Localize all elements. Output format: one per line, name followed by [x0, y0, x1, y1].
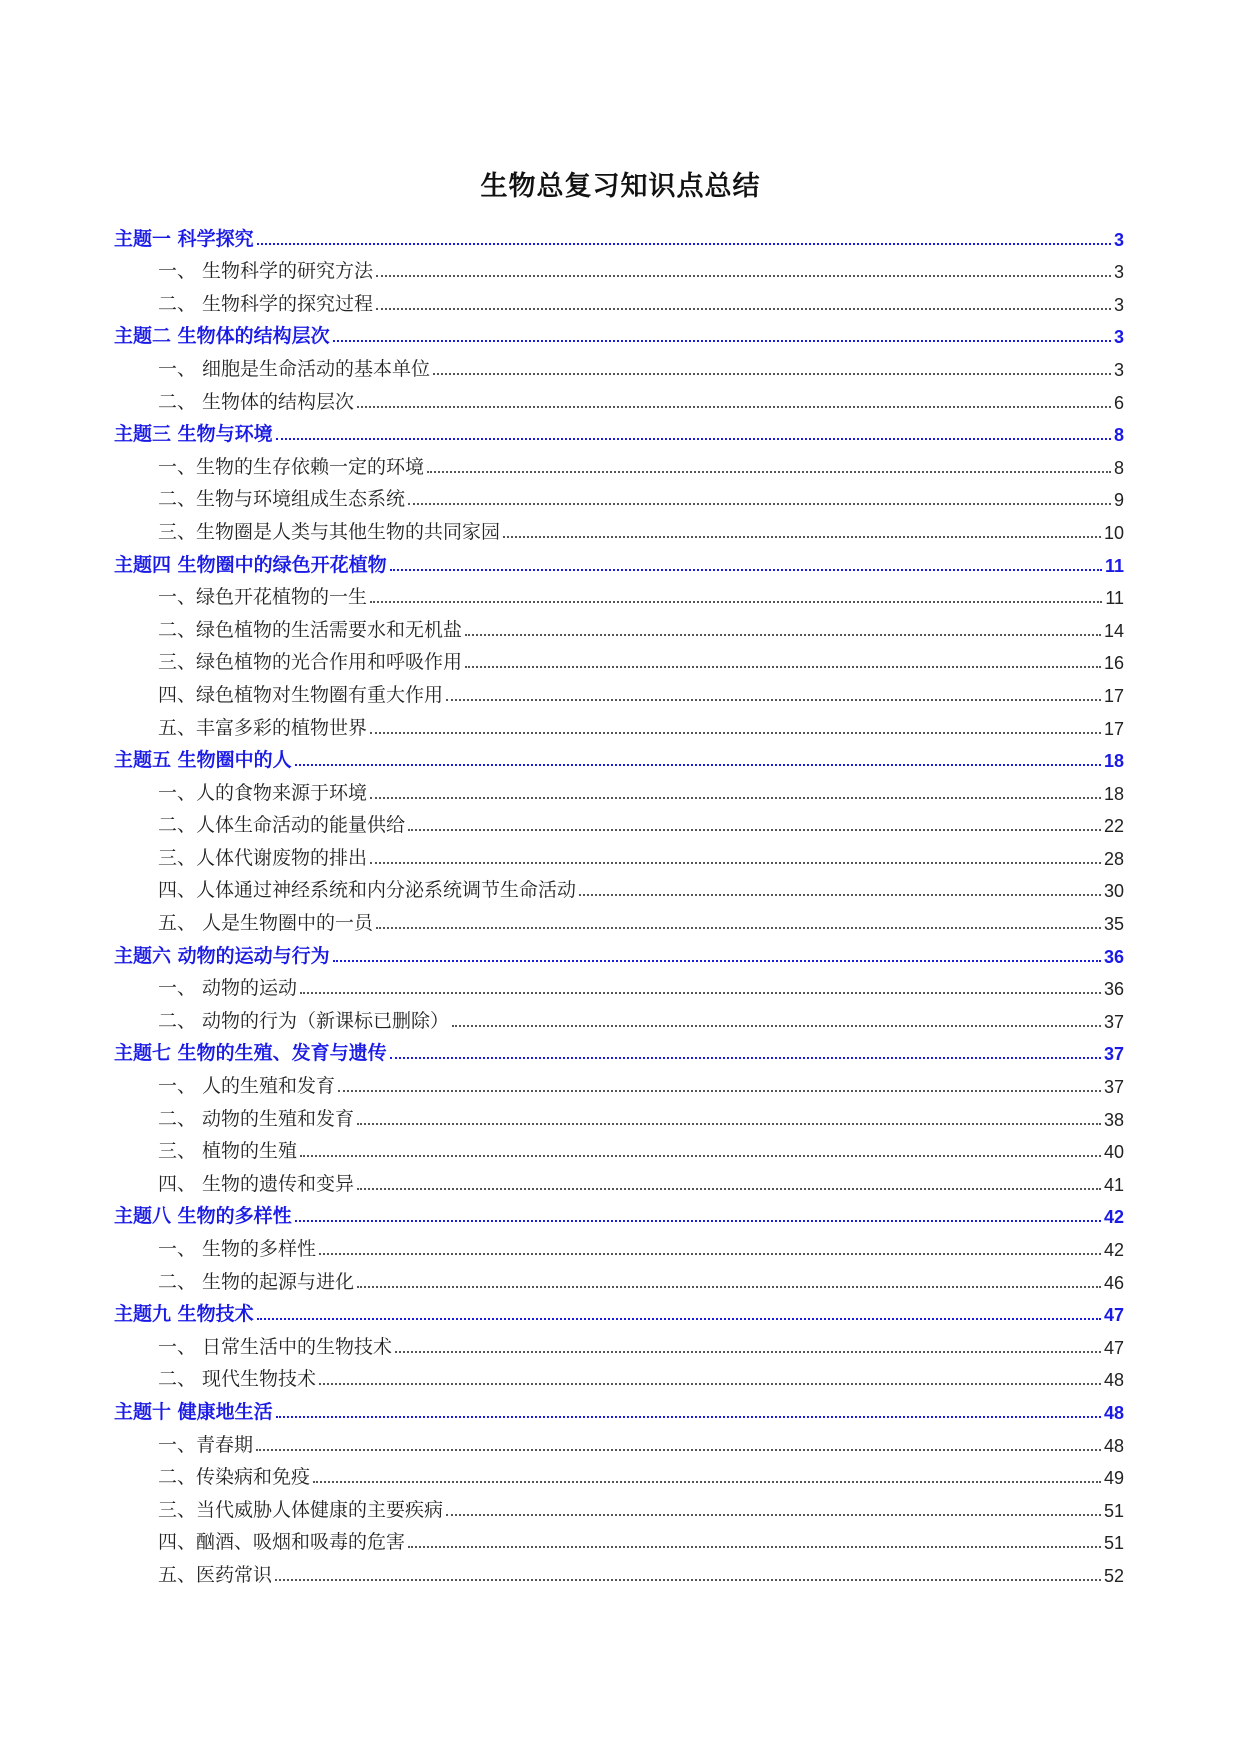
- toc-chapter-entry[interactable]: [114, 412, 1124, 445]
- toc-page-number: 37: [1103, 1077, 1124, 1098]
- toc-dot-leader: [370, 862, 1101, 864]
- toc-entry-text: 主题二 生物体的结构层次: [114, 325, 330, 348]
- toc-page-number: 6: [1113, 392, 1124, 413]
- toc-page-number: 8: [1113, 457, 1124, 478]
- toc-page-number: 47: [1103, 1337, 1124, 1358]
- toc-dot-leader: [338, 1090, 1101, 1092]
- toc-section-entry[interactable]: [114, 1129, 1124, 1162]
- toc-dot-leader: [408, 503, 1111, 505]
- toc-entry-text: 一、 生物科学的研究方法: [158, 260, 374, 283]
- toc-section-entry[interactable]: [114, 770, 1124, 803]
- toc-dot-leader: [257, 243, 1111, 245]
- toc-dot-leader: [370, 797, 1101, 799]
- toc-dot-leader: [357, 1123, 1101, 1125]
- toc-page-number: 28: [1103, 848, 1124, 869]
- toc-entry-text: 二、 生物科学的探究过程: [158, 292, 374, 315]
- toc-page-number: 36: [1103, 946, 1124, 967]
- toc-entry-text: 一、 日常生活中的生物技术: [158, 1335, 393, 1358]
- toc-section-entry[interactable]: [114, 705, 1124, 738]
- toc-page-number: 42: [1103, 1207, 1124, 1228]
- toc-entry-text: 二、 动物的行为（新课标已删除）: [158, 1009, 450, 1032]
- toc-page-number: 3: [1113, 262, 1124, 283]
- toc-entry-text: 五、 人是生物圈中的一员: [158, 912, 374, 935]
- toc-entry-text: 四、酗酒、吸烟和吸毒的危害: [158, 1531, 406, 1554]
- toc-section-entry[interactable]: [114, 868, 1124, 901]
- toc-page-number: 22: [1103, 816, 1124, 837]
- toc-page-number: 3: [1113, 294, 1124, 315]
- toc-page-number: 3: [1113, 229, 1124, 250]
- toc-page-number: 48: [1103, 1402, 1124, 1423]
- toc-section-entry[interactable]: [114, 575, 1124, 608]
- toc-dot-leader: [357, 406, 1111, 408]
- toc-page-number: 30: [1103, 881, 1124, 902]
- toc-entry-text: 主题五 生物圈中的人: [114, 749, 292, 772]
- toc-page-number: 37: [1103, 1011, 1124, 1032]
- toc-entry-text: 二、生物与环境组成生态系统: [158, 488, 406, 511]
- toc-page-number: 11: [1104, 555, 1124, 576]
- toc-section-entry[interactable]: [114, 966, 1124, 999]
- toc-dot-leader: [319, 1253, 1101, 1255]
- toc-entry-text: 一、 细胞是生命活动的基本单位: [158, 357, 431, 380]
- toc-page-number: 18: [1103, 751, 1124, 772]
- toc-chapter-entry[interactable]: [114, 1389, 1124, 1422]
- toc-dot-leader: [276, 1416, 1101, 1418]
- toc-section-entry[interactable]: [114, 281, 1124, 314]
- toc-chapter-entry[interactable]: [114, 542, 1124, 575]
- toc-page-number: 51: [1103, 1533, 1124, 1554]
- toc-section-entry[interactable]: [114, 607, 1124, 640]
- toc-entry-text: 一、生物的生存依赖一定的环境: [158, 455, 425, 478]
- toc-dot-leader: [503, 536, 1101, 538]
- toc-chapter-entry[interactable]: [114, 738, 1124, 771]
- toc-section-entry[interactable]: [114, 1259, 1124, 1292]
- toc-chapter-entry[interactable]: [114, 1194, 1124, 1227]
- toc-dot-leader: [319, 1383, 1101, 1385]
- toc-entry-text: 三、当代威胁人体健康的主要疾病: [158, 1498, 444, 1521]
- toc-page-number: 36: [1103, 979, 1124, 1000]
- toc-page-number: 48: [1103, 1370, 1124, 1391]
- toc-section-entry[interactable]: [114, 1552, 1124, 1585]
- toc-dot-leader: [313, 1481, 1101, 1483]
- toc-dot-leader: [257, 1318, 1101, 1320]
- toc-dot-leader: [357, 1188, 1101, 1190]
- toc-section-entry[interactable]: [114, 1487, 1124, 1520]
- toc-chapter-entry[interactable]: [114, 216, 1124, 249]
- toc-dot-leader: [370, 601, 1102, 603]
- toc-section-entry[interactable]: [114, 803, 1124, 836]
- toc-dot-leader: [433, 373, 1111, 375]
- toc-page-number: 3: [1113, 327, 1124, 348]
- toc-dot-leader: [579, 894, 1101, 896]
- toc-page-number: 42: [1103, 1240, 1124, 1260]
- toc-chapter-entry[interactable]: [114, 314, 1124, 347]
- toc-entry-text: 一、人的食物来源于环境: [158, 781, 368, 804]
- toc-dot-leader: [376, 927, 1101, 929]
- toc-dot-leader: [333, 340, 1111, 342]
- page-title: 生物总复习知识点总结: [480, 171, 761, 202]
- toc-entry-text: 二、 生物体的结构层次: [158, 390, 355, 413]
- toc-page-number: 16: [1103, 653, 1124, 674]
- toc-page-number: 17: [1103, 685, 1124, 706]
- toc-dot-leader: [276, 438, 1111, 440]
- toc-section-entry[interactable]: [114, 1455, 1124, 1488]
- toc-page-number: 3: [1113, 359, 1124, 380]
- toc-section-entry[interactable]: [114, 900, 1124, 933]
- toc-entry-text: 一、绿色开花植物的一生: [158, 586, 368, 609]
- toc-entry-text: 三、生物圈是人类与其他生物的共同家园: [158, 520, 501, 543]
- toc-page-number: 37: [1103, 1044, 1124, 1065]
- toc-section-entry[interactable]: [114, 477, 1124, 510]
- toc-section-entry[interactable]: [114, 998, 1124, 1031]
- toc-dot-leader: [256, 1449, 1101, 1451]
- toc-section-entry[interactable]: [114, 1520, 1124, 1553]
- toc-entry-text: 主题十 健康地生活: [114, 1400, 273, 1423]
- toc-entry-text: 三、绿色植物的光合作用和呼吸作用: [158, 651, 463, 674]
- toc-section-entry[interactable]: [114, 509, 1124, 542]
- toc-page-number: 48: [1103, 1435, 1124, 1456]
- toc-dot-leader: [408, 1546, 1101, 1548]
- toc-dot-leader: [333, 960, 1101, 962]
- toc-page-number: 18: [1103, 783, 1124, 804]
- toc-dot-leader: [395, 1351, 1101, 1353]
- toc-entry-text: 四、人体通过神经系统和内分泌系统调节生命活动: [158, 879, 577, 902]
- toc-page-number: 52: [1103, 1565, 1124, 1586]
- toc-chapter-entry[interactable]: [114, 1292, 1124, 1325]
- toc-section-entry[interactable]: [114, 672, 1124, 705]
- toc-page-number: 8: [1113, 425, 1124, 446]
- toc-entry-text: 二、 生物的起源与进化: [158, 1270, 355, 1293]
- toc-dot-leader: [427, 471, 1111, 473]
- toc-page-number: 10: [1103, 522, 1124, 543]
- toc-entry-text: 主题八 生物的多样性: [114, 1205, 292, 1228]
- toc-section-entry[interactable]: [114, 249, 1124, 282]
- toc-entry-text: 五、医药常识: [158, 1563, 273, 1586]
- toc-dot-leader: [376, 275, 1111, 277]
- toc-dot-leader: [300, 1155, 1101, 1157]
- toc-entry-text: 四、 生物的遗传和变异: [158, 1172, 355, 1195]
- toc-dot-leader: [465, 634, 1101, 636]
- toc-dot-leader: [446, 699, 1101, 701]
- toc-entry-text: 一、 动物的运动: [158, 977, 298, 1000]
- toc-section-entry[interactable]: [114, 1422, 1124, 1455]
- toc-section-entry[interactable]: [114, 379, 1124, 412]
- toc-entry-text: 一、青春期: [158, 1433, 254, 1456]
- toc-entry-text: 二、人体生命活动的能量供给: [158, 814, 406, 837]
- toc-entry-text: 主题六 动物的运动与行为: [114, 944, 330, 967]
- toc-dot-leader: [452, 1025, 1101, 1027]
- toc-entry-text: 主题四 生物圈中的绿色开花植物: [114, 553, 387, 576]
- toc-page-number: 35: [1103, 914, 1124, 935]
- toc-entry-text: 二、传染病和免疫: [158, 1466, 311, 1489]
- toc-page-number: 49: [1103, 1468, 1124, 1489]
- toc-chapter-entry[interactable]: [114, 933, 1124, 966]
- toc-section-entry[interactable]: [114, 1063, 1124, 1096]
- toc-entry-text: 二、 动物的生殖和发育: [158, 1107, 355, 1130]
- toc-entry-text: 一、 生物的多样性: [158, 1238, 317, 1260]
- toc-entry-text: 主题一 科学探究: [114, 227, 254, 250]
- toc-page-number: 17: [1103, 718, 1124, 739]
- toc-section-entry[interactable]: [114, 1161, 1124, 1194]
- toc-section-entry[interactable]: [114, 835, 1124, 868]
- toc-section-entry[interactable]: [114, 640, 1124, 673]
- toc-dot-leader: [357, 1286, 1101, 1288]
- toc-dot-leader: [370, 732, 1101, 734]
- toc-entry-text: 主题九 生物技术: [114, 1303, 254, 1326]
- toc-entry-text: 三、人体代谢废物的排出: [158, 846, 368, 869]
- toc-entry-text: 五、丰富多彩的植物世界: [158, 716, 368, 739]
- toc-page-number: 38: [1103, 1109, 1124, 1130]
- toc-entry-text: 一、 人的生殖和发育: [158, 1075, 336, 1098]
- toc-entry-text: 二、绿色植物的生活需要水和无机盐: [158, 618, 463, 641]
- toc-entry-text: 三、 植物的生殖: [158, 1140, 298, 1163]
- toc-section-entry[interactable]: [114, 346, 1124, 379]
- toc-dot-leader: [295, 764, 1101, 766]
- toc-dot-leader: [390, 569, 1102, 571]
- toc-page-number: 14: [1103, 620, 1124, 641]
- toc-dot-leader: [275, 1579, 1101, 1581]
- toc-page-number: 51: [1103, 1500, 1124, 1521]
- toc-entry-text: 主题三 生物与环境: [114, 423, 273, 446]
- toc-dot-leader: [390, 1057, 1101, 1059]
- table-of-contents: [114, 216, 1124, 1585]
- toc-entry-text: 二、 现代生物技术: [158, 1368, 317, 1391]
- toc-dot-leader: [376, 308, 1111, 310]
- toc-section-entry[interactable]: [114, 1226, 1124, 1259]
- toc-dot-leader: [446, 1514, 1101, 1516]
- toc-dot-leader: [295, 1220, 1101, 1222]
- toc-section-entry[interactable]: [114, 1357, 1124, 1390]
- toc-entry-text: 四、绿色植物对生物圈有重大作用: [158, 683, 444, 706]
- toc-page-number: 46: [1103, 1272, 1124, 1293]
- toc-chapter-entry[interactable]: [114, 1031, 1124, 1064]
- toc-page-number: 40: [1103, 1142, 1124, 1163]
- toc-section-entry[interactable]: [114, 1324, 1124, 1357]
- toc-page-number: 11: [1105, 588, 1124, 609]
- toc-section-entry[interactable]: [114, 1096, 1124, 1129]
- toc-page-number: 47: [1103, 1305, 1124, 1326]
- toc-dot-leader: [408, 829, 1101, 831]
- toc-entry-text: 主题七 生物的生殖、发育与遗传: [114, 1042, 387, 1065]
- toc-page-number: 41: [1103, 1174, 1124, 1195]
- toc-dot-leader: [465, 666, 1101, 668]
- toc-section-entry[interactable]: [114, 444, 1124, 477]
- toc-page-number: 9: [1113, 490, 1124, 511]
- toc-dot-leader: [300, 992, 1101, 994]
